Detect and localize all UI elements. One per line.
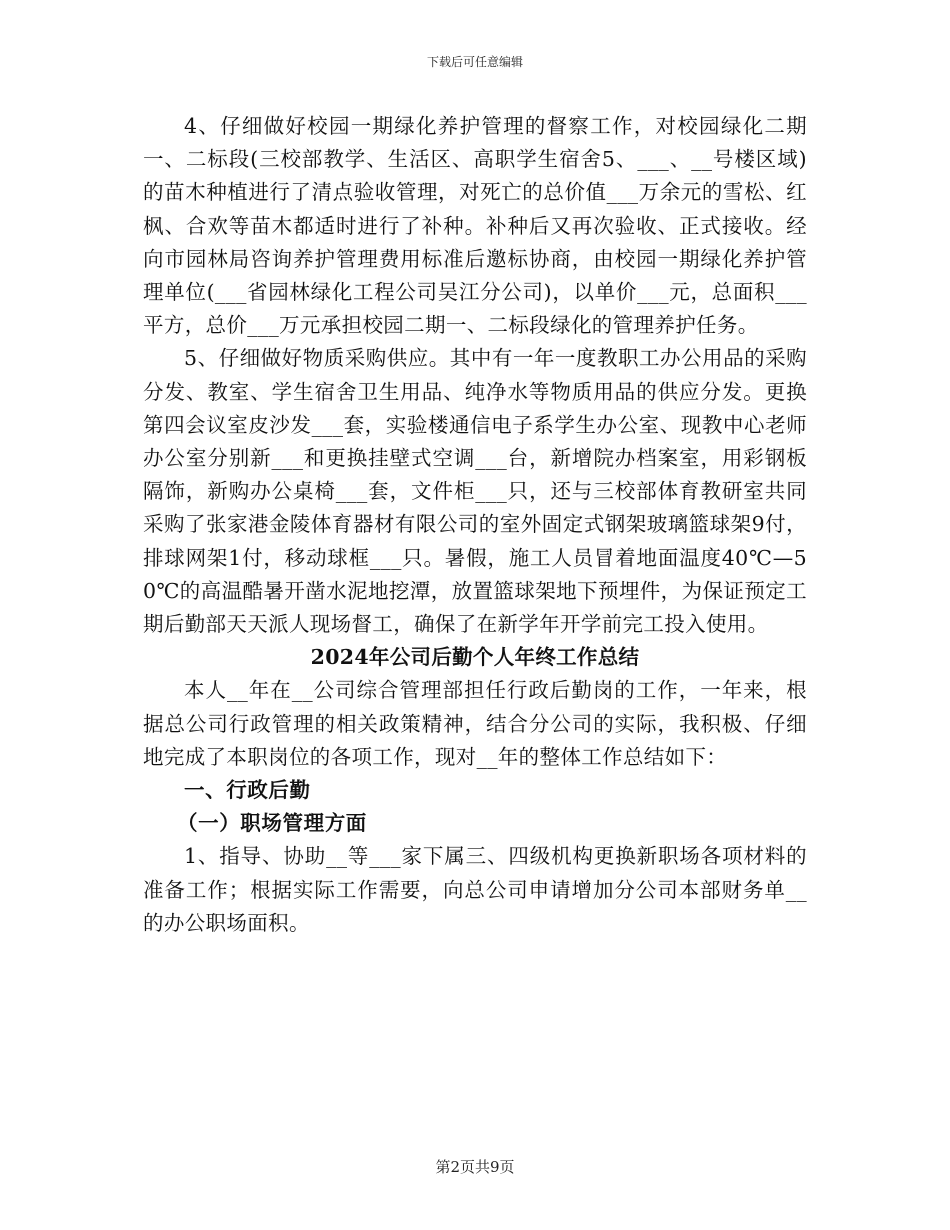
section-heading-admin-logistics: 一、行政后勤 xyxy=(184,778,311,803)
paragraph-item-1: 1、指导、协助__等___家下属三、四级机构更换新职场各项材料的准备工作；根据实际工作需要，向总公司申请增加分公司本部财务单__的办公职场面积。 xyxy=(143,844,807,935)
subsection-heading-workplace-management: （一）职场管理方面 xyxy=(177,811,367,836)
paragraph-greening-maintenance: 4、仔细做好校园一期绿化养护管理的督察工作，对校园绿化二期一、二标段(三校部教学、生活区、高职学生宿舍5、___、__号楼区域)的苗木种植进行了清点验收管理，对死亡的总价值___万余元的雪松、红枫、合欢等苗木都适时进行了补种。补种后又再次验收、正式接收。经向市园林局咨询养护管理费用标准后邀标协商，由校园一期绿化养护管理单位(___省园林绿化工程公司吴江分公司)，以单价___元，总面积___平方，总价___万元承担校园二期一、二标段绿化的管理养护任务。 xyxy=(143,114,807,338)
page-number: 第2页共9页 xyxy=(435,1158,515,1176)
document-title: 2024年公司后勤个人年终工作总结 xyxy=(310,645,640,670)
page-header: 下载后可任意编辑 xyxy=(426,55,523,69)
paragraph-material-procurement: 5、仔细做好物质采购供应。其中有一年一度教职工办公用品的采购分发、教室、学生宿舍卫生用品、纯净水等物质用品的供应分发。更换第四会议室皮沙发___套，实验楼通信电子系学生办公室、现教中心老师办公室分别新___和更换挂壁式空调___台，新增院办档案室，用彩钢板隔饰，新购办公桌椅___套，文件柜___只，还与三校部体育教研室共同采购了张家港金陵体育器材有限公司的室外固定式钢架玻璃篮球架9付，排球网架1付，移动球框___只。暑假，施工人员冒着地面温度40℃—50℃的高温酷暑开凿水泥地挖潭，放置篮球架地下预埋件，为保证预定工期后勤部天天派人现场督工，确保了在新学年开学前完工投入使用。 xyxy=(143,346,807,637)
paragraph-intro: 本人__年在__公司综合管理部担任行政后勤岗的工作，一年来，根据总公司行政管理的相关政策精神，结合分公司的实际，我积极、仔细地完成了本职岗位的各项工作，现对__年的整体工作总结如下： xyxy=(143,678,807,769)
document-body xyxy=(143,110,807,940)
